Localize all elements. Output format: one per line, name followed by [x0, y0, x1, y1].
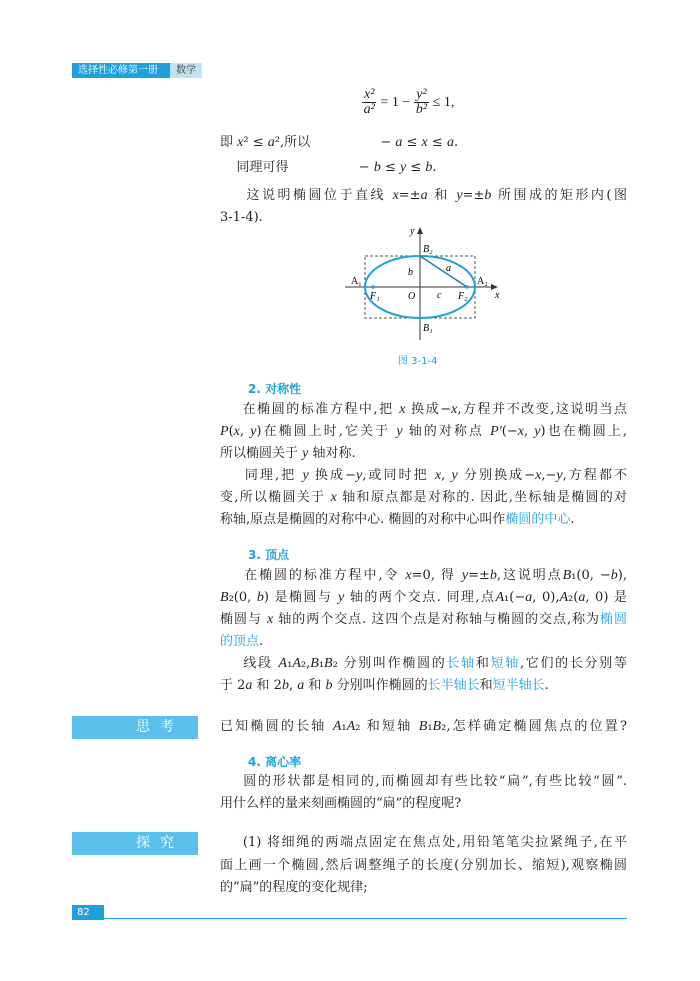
label-y: y [410, 226, 415, 237]
text-segment: 轴的对称点 [402, 424, 491, 439]
text-segment: − [310, 135, 396, 150]
text-segment: 圆的形状都是相同的,而椭圆却有些比较“扁”,有些比较“圆”. [220, 774, 627, 789]
footer-rule [104, 918, 627, 919]
math-variable: A [292, 656, 301, 671]
text-segment: =± [468, 568, 490, 583]
text-segment: 和 [427, 188, 457, 203]
math-variable: a [446, 135, 454, 150]
math-variable: y [250, 424, 257, 439]
text-segment: ₂,怎样确定椭圆焦点的位置? [441, 719, 627, 734]
math-variable: b [256, 590, 264, 605]
section-heading-symmetry: 2. 对称性 [248, 382, 302, 396]
text-segment: 在椭圆的标准方程中,把 [220, 402, 400, 417]
text-segment: 分别换成− [457, 468, 536, 483]
text-segment: , [288, 678, 298, 693]
label-b1: B₁ [423, 323, 433, 334]
text-segment: , 0), [532, 590, 560, 605]
text-segment: , [239, 424, 251, 439]
text-segment: . [570, 512, 575, 527]
text-segment: ₂(0, [228, 590, 257, 605]
text-segment: ≤ [427, 135, 447, 150]
math-variable: A [346, 719, 356, 734]
label-a2: A₂ [477, 276, 488, 287]
subject-tab: 数学 [170, 63, 202, 78]
math-variable: x [517, 424, 524, 439]
text-segment: ≤ [406, 160, 426, 175]
text-segment: 所以椭圆关于 [220, 446, 303, 461]
text-segment: 同理,把 [220, 468, 303, 483]
text-segment: ≤ [380, 160, 400, 175]
math-variable: B [220, 590, 229, 605]
text-segment: ₁ [287, 656, 293, 671]
text-segment: ( [228, 424, 234, 439]
key-term: 长半轴长 [427, 678, 480, 693]
text-segment: 于 2 [220, 678, 246, 693]
text-segment: ₂ 和短轴 [355, 719, 419, 734]
figure-caption: 图 3-1-4 [398, 356, 438, 367]
label-f2: F₂ [458, 291, 468, 302]
text-segment: , [523, 424, 535, 439]
text-segment: 这说明椭圆位于直线 [220, 188, 393, 203]
math-variable: x [237, 135, 244, 150]
text-segment: ₂, [300, 656, 311, 671]
math-variable: x [233, 424, 240, 439]
key-term: 椭圆 [600, 612, 627, 627]
key-term: 的顶点 [220, 634, 260, 649]
math-variable: y [556, 468, 563, 483]
math-variable: B [562, 568, 572, 583]
focus-f1 [371, 285, 375, 289]
think-box: 思考 [72, 716, 198, 739]
section-heading-eccentricity: 4. 离心率 [248, 755, 302, 769]
math-variable: a [395, 135, 403, 150]
section-heading-vertices: 3. 顶点 [248, 548, 290, 562]
segment-a [420, 256, 467, 287]
text-segment: )在椭圆上时,它关于 [256, 424, 397, 439]
math-variable: y [451, 468, 458, 483]
text-segment: 轴的两个交点. 同理,点 [344, 590, 496, 605]
label-f1: F₁ [370, 291, 380, 302]
page-number: 82 [72, 905, 104, 920]
text-segment: 在椭圆的标准方程中,令 [220, 568, 406, 583]
math-variable: b [489, 568, 497, 583]
math-variable: b [484, 188, 492, 203]
text-segment: . [432, 160, 437, 175]
math-variable: b [281, 678, 289, 693]
denominator: b² [415, 102, 428, 117]
math-variable: b [425, 160, 433, 175]
text-segment: ₁(0, − [571, 568, 611, 583]
math-variable: b [373, 160, 381, 175]
text-segment: ≤ [402, 135, 422, 150]
key-term: 长轴 [446, 656, 476, 671]
text-segment: 分别叫作椭圆的 [332, 678, 428, 693]
math-variable: x [451, 402, 458, 417]
text-segment: ₁ [427, 719, 433, 734]
key-term: 椭圆的中心 [505, 512, 571, 527]
text-segment: 面上画一个椭圆,然后调整绳子的长度(分别加长、缩短),观察椭圆 [220, 858, 627, 873]
text-segment: ,− [541, 468, 557, 483]
math-variable: a [297, 678, 305, 693]
text-segment: 和 [304, 678, 326, 693]
math-variable: P [220, 424, 229, 439]
math-variable: A [278, 656, 288, 671]
numerator: x² [364, 87, 375, 102]
text-segment: 和 [479, 678, 493, 693]
text-segment: 用什么样的量来刻画椭圆的“扁”的程度呢? [220, 796, 462, 811]
math-variable: y [456, 188, 463, 203]
y-axis-arrow-icon [417, 227, 423, 234]
math-variable: a [245, 678, 253, 693]
text-segment: 轴对称. [308, 446, 356, 461]
math-variable: x [399, 402, 406, 417]
text-segment: ₂( [568, 590, 579, 605]
text-segment: )也在椭圆上, [540, 424, 628, 439]
text-segment: ₁ [341, 719, 347, 734]
text-segment: ₁ [318, 656, 324, 671]
text-segment: 和 2 [252, 678, 282, 693]
text-segment: ² ≤ [243, 135, 268, 150]
math-variable: y [302, 468, 309, 483]
text-segment: ,或同时把 [362, 468, 435, 483]
text-segment: 所围成的矩形内(图 [491, 188, 627, 203]
math-variable: B [310, 656, 319, 671]
text-segment: , [441, 468, 452, 483]
label-b2: B₂ [423, 244, 433, 255]
math-variable: B [324, 656, 333, 671]
math-variable: y [399, 160, 407, 175]
math-variable: A [559, 590, 569, 605]
text-segment: . [453, 135, 459, 150]
text-segment: 换成− [405, 402, 452, 417]
text-segment: . [259, 634, 264, 649]
math-variable: x [421, 135, 428, 150]
math-variable: a [578, 590, 586, 605]
key-term: 短轴 [490, 656, 520, 671]
text-segment: ,方程并不改变,这说明当点 [457, 402, 627, 417]
key-term: 短半轴长 [492, 678, 545, 693]
math-variable: a [525, 590, 533, 605]
book-title-tab: 选择性必修第一册 [72, 63, 170, 78]
label-c: c [437, 290, 442, 301]
text-segment: 椭圆与 [220, 612, 268, 627]
math-variable: B [418, 719, 428, 734]
math-variable: x [434, 468, 442, 483]
formula-mid: = 1 − [380, 94, 411, 110]
text-segment: 线段 [220, 656, 279, 671]
label-a1: A₁ [351, 276, 362, 287]
text-segment: ,它们的长分别等 [519, 656, 627, 671]
math-variable: y [461, 568, 469, 583]
math-variable: y [534, 424, 541, 439]
math-variable: x [267, 612, 274, 627]
text-segment: 即 [220, 135, 238, 150]
math-variable: B [432, 719, 442, 734]
math-variable: y [338, 590, 345, 605]
formula-tail: ≤ 1, [432, 94, 455, 110]
text-segment: 轴的两个交点. 这四个点是对称轴与椭圆的交点,称为 [273, 612, 601, 627]
text-segment: , 0) 是 [585, 590, 627, 605]
math-variable: y [355, 468, 363, 483]
text-segment: 变,所以椭圆关于 [220, 490, 331, 505]
text-segment: (− [501, 424, 518, 439]
text-segment: 和 [475, 656, 491, 671]
text-segment: =± [398, 188, 421, 203]
text-segment: . [544, 678, 549, 693]
label-b: b [408, 267, 413, 278]
math-variable: y [302, 446, 309, 461]
text-segment: ,方程都不 [562, 468, 628, 483]
text-segment: ), [617, 568, 627, 583]
math-variable: x [405, 568, 412, 583]
explore-box: 探究 [72, 832, 198, 855]
label-x: x [495, 290, 500, 301]
text-segment: 已知椭圆的长轴 [220, 719, 333, 734]
focus-f2 [465, 285, 469, 289]
math-variable: x [392, 188, 399, 203]
text-segment: 换成− [308, 468, 356, 483]
math-variable: a [420, 188, 428, 203]
denominator: a² [363, 102, 375, 117]
text-segment: ₁(− [504, 590, 526, 605]
text-segment: 称轴,原点是椭圆的对称中心. 椭圆的对称中心叫作 [220, 512, 506, 527]
math-variable: y [396, 424, 403, 439]
text-segment: ,这说明点 [496, 568, 563, 583]
text-segment: (1) 将细绳的两端点固定在焦点处,用铅笔笔尖拉紧绳子,在平 [220, 835, 627, 850]
text-segment: − [288, 160, 374, 175]
numerator: y² [416, 87, 427, 102]
math-variable: A [332, 719, 342, 734]
text-segment: 同理可得 [220, 160, 289, 175]
text-segment: 的“扁”的程度的变化规律; [220, 880, 368, 895]
text-segment: ) 是椭圆与 [263, 590, 339, 605]
text-segment: =0, 得 [411, 568, 462, 583]
text-segment: =± [462, 188, 485, 203]
math-variable: x [535, 468, 542, 483]
math-variable: a [267, 135, 275, 150]
text-segment: 3-1-4). [220, 210, 263, 225]
text-segment: 轴和原点都是对称的. 因此,坐标轴是椭圆的对 [336, 490, 628, 505]
text-segment: ²,所以 [274, 135, 311, 150]
label-o: O [408, 291, 416, 302]
text-segment: ₂ 分别叫作椭圆的 [332, 656, 447, 671]
math-variable: b [610, 568, 618, 583]
math-variable: A [495, 590, 505, 605]
label-a: a [446, 263, 451, 274]
math-variable: b [325, 678, 333, 693]
math-variable: x [330, 490, 337, 505]
math-variable: P′ [490, 424, 502, 439]
